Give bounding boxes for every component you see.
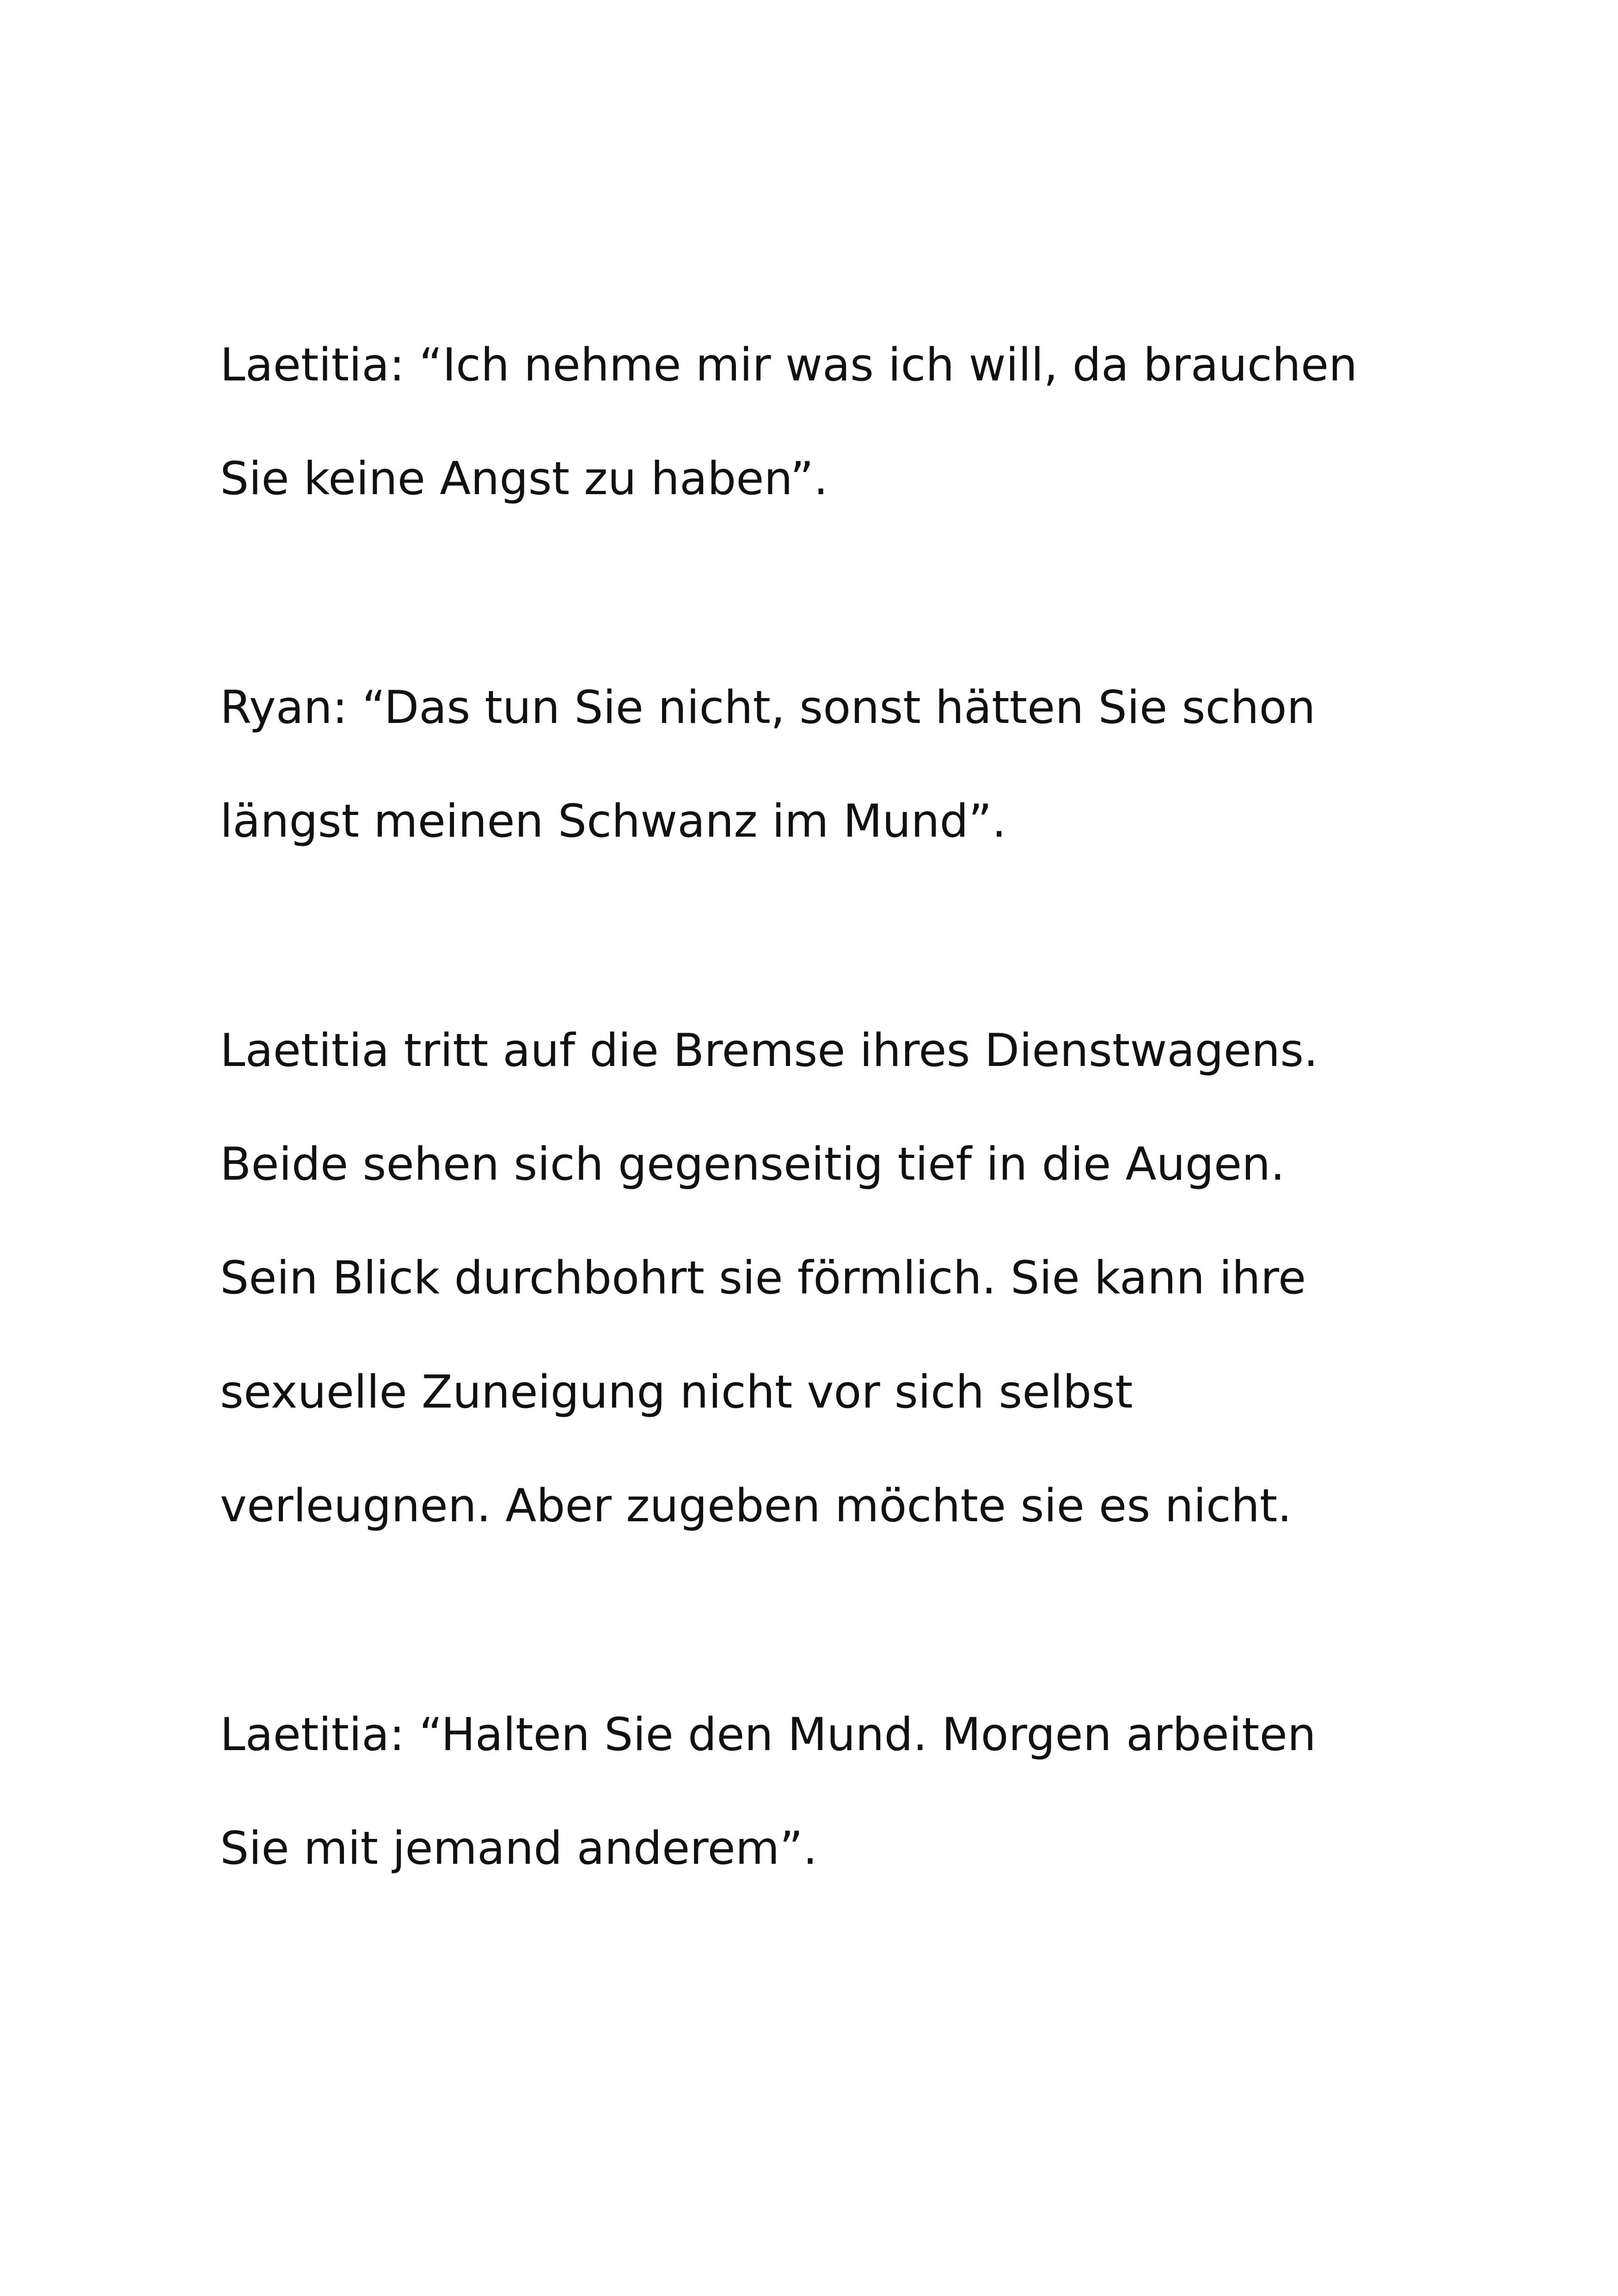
text-line: Laetitia: “Ich nehme mir was ich will, da brauchen <box>220 339 1358 392</box>
text-line: Sie keine Angst zu haben”. <box>220 453 828 505</box>
text-line: Laetitia tritt auf die Bremse ihres Dienstwagens. <box>220 1024 1318 1077</box>
text-line: sexuelle Zuneigung nicht vor sich selbst <box>220 1366 1133 1419</box>
text-line: Sein Blick durchbohrt sie förmlich. Sie kann ihre <box>220 1252 1306 1304</box>
text-line: Laetitia: “Halten Sie den Mund. Morgen arbeiten <box>220 1708 1316 1761</box>
text-line: verleugnen. Aber zugeben möchte sie es nicht. <box>220 1480 1292 1532</box>
text-line: längst meinen Schwanz im Mund”. <box>220 795 1006 848</box>
text-line: Ryan: “Das tun Sie nicht, sonst hätten Sie schon <box>220 681 1316 734</box>
text-line: Sie mit jemand anderem”. <box>220 1822 818 1875</box>
text-line: Beide sehen sich gegenseitig tief in die Augen. <box>220 1138 1285 1191</box>
